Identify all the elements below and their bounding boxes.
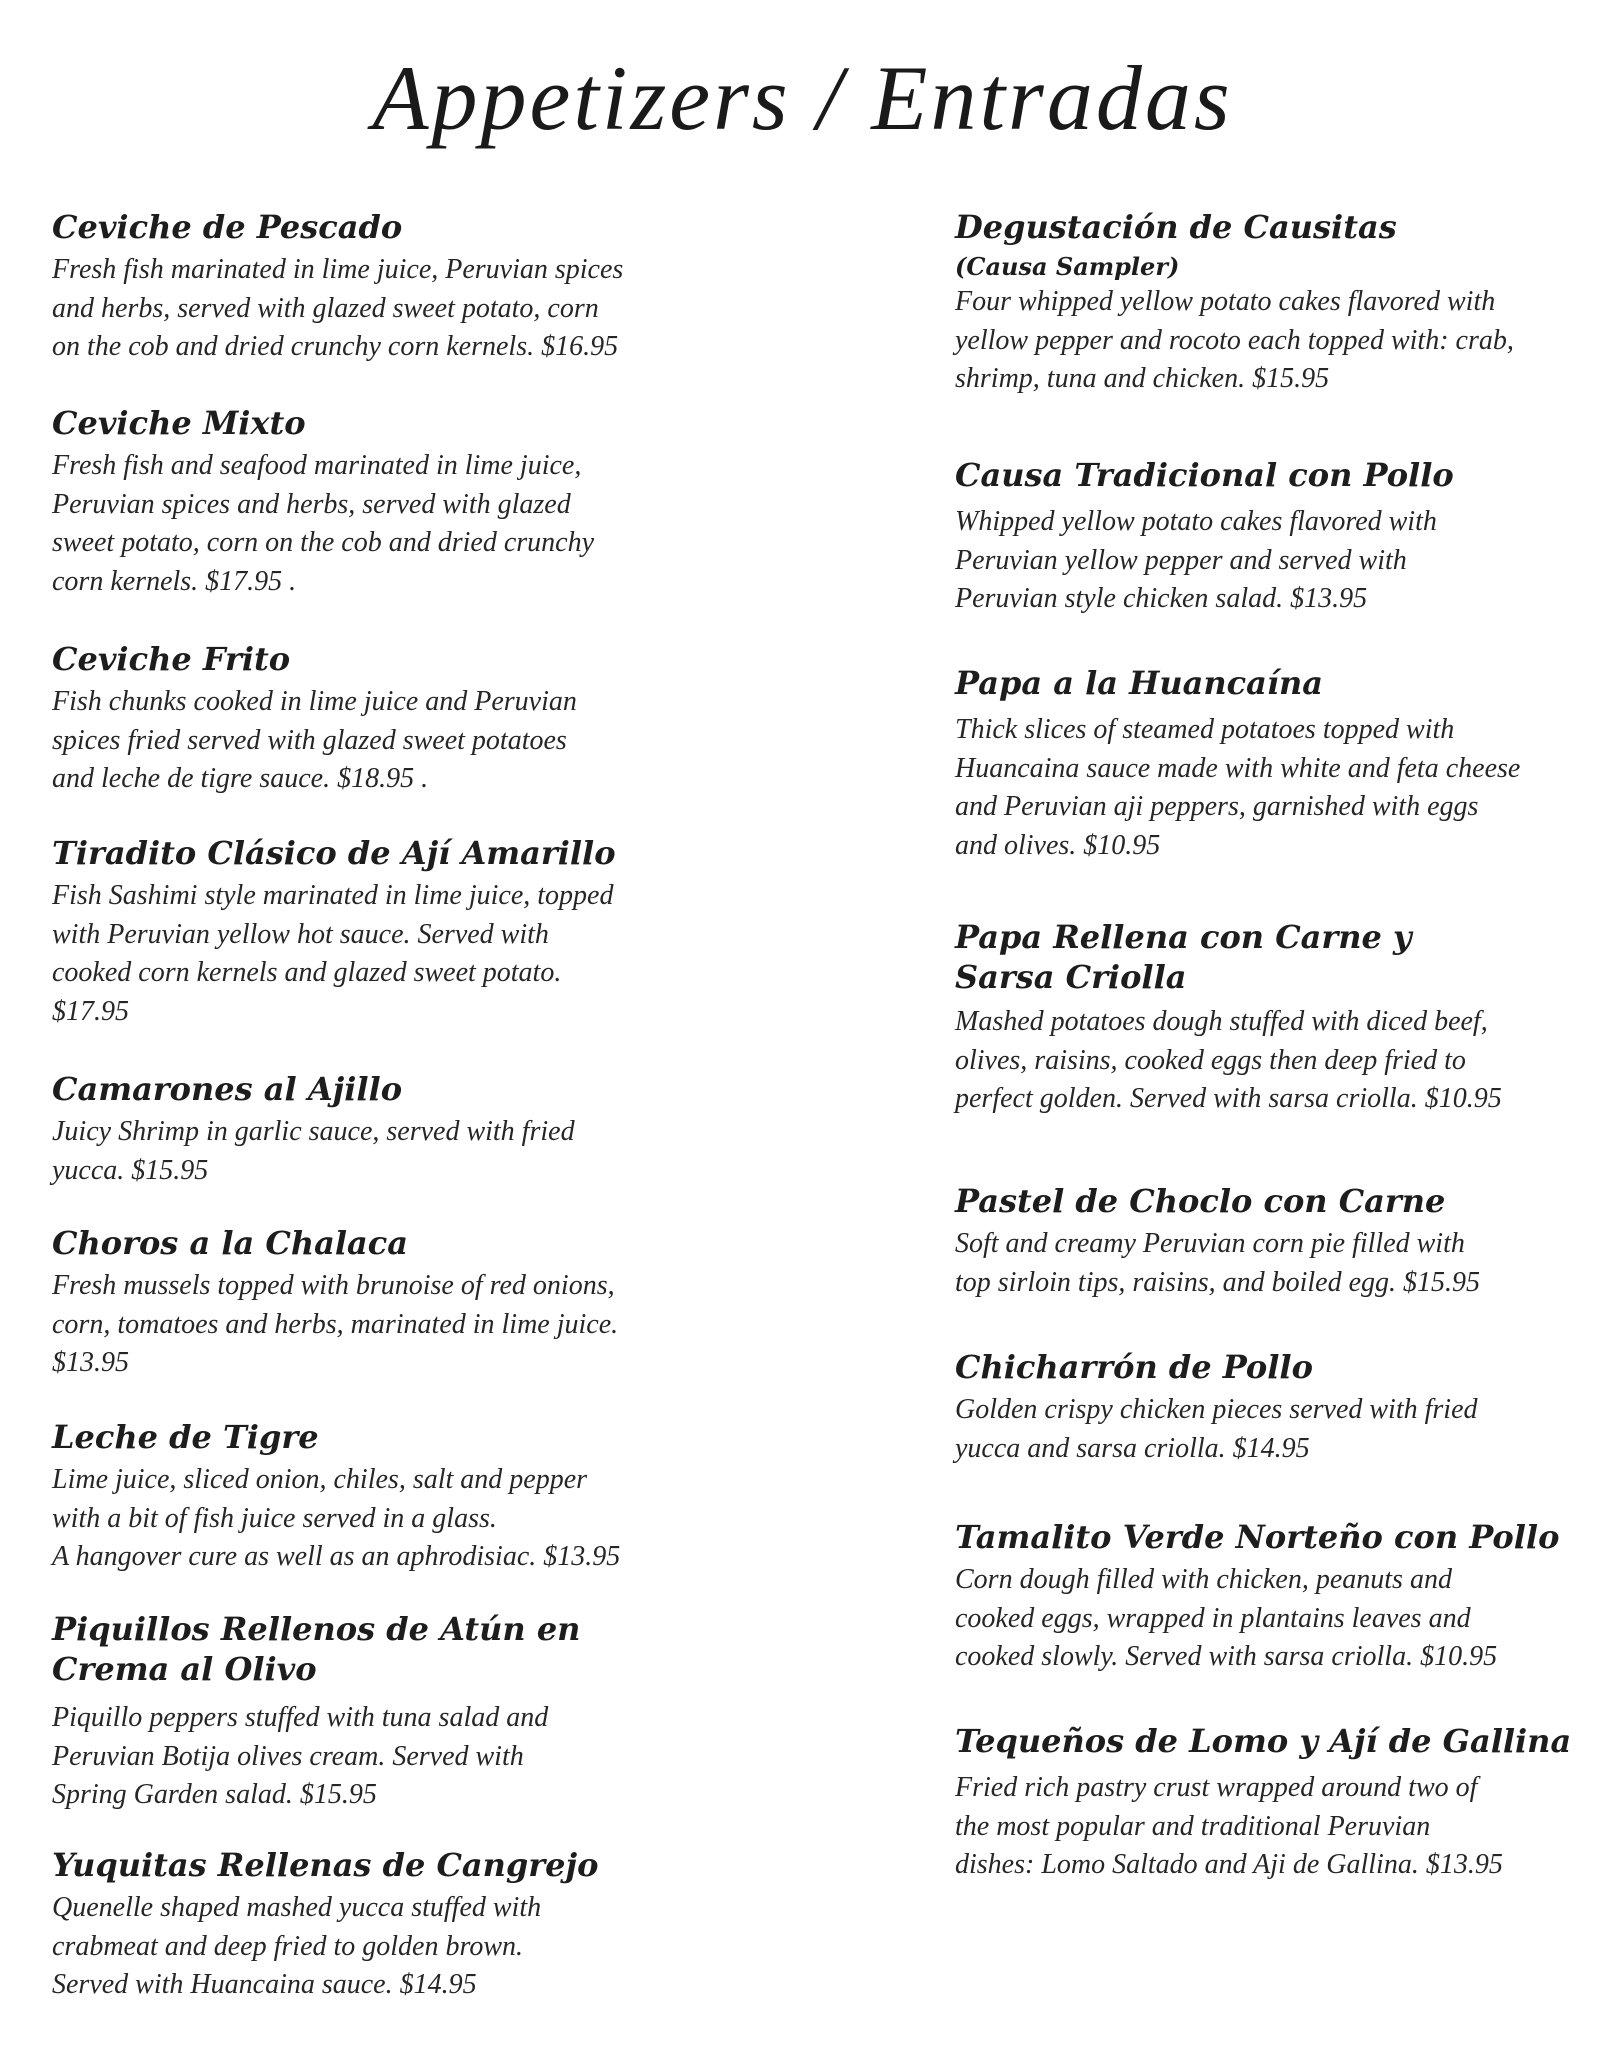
menu-item	[52, 639, 732, 799]
item-name: Crema al Olivo	[52, 1650, 317, 1688]
page-title: Appetizers / Entradas	[372, 47, 1233, 149]
desc-line: Four whipped yellow potato cakes flavored with	[955, 286, 1496, 317]
desc-line: and herbs, served with glazed sweet potato, corn	[52, 292, 599, 324]
desc-line: on the cob and dried crunchy corn kernels. $16.95	[52, 331, 619, 362]
desc-line: Fried rich pastry crust wrapped around two of	[955, 1772, 1478, 1803]
desc-line: $13.95	[52, 1347, 129, 1378]
desc-line: top sirloin tips, raisins, and boiled egg. $15.95	[955, 1266, 1481, 1298]
desc-line: cooked corn kernels and glazed sweet potato.	[52, 957, 562, 988]
menu-item	[955, 1181, 1575, 1302]
desc-line: olives, raisins, cooked eggs then deep fried to	[955, 1044, 1466, 1076]
item-description	[955, 1003, 1575, 1119]
desc-line: Mashed potatoes dough stuffed with diced beef,	[955, 1006, 1488, 1037]
item-name: Ceviche de Pescado	[52, 208, 403, 246]
menu-item	[52, 1069, 732, 1190]
desc-line: Corn dough filled with chicken, peanuts and	[955, 1564, 1452, 1595]
menu-item	[52, 833, 732, 1031]
desc-line: dishes: Lomo Saltado and Aji de Gallina. $13.95	[955, 1849, 1503, 1880]
item-name: Tequeños de Lomo y Ají de Gallina	[955, 1722, 1572, 1760]
desc-line: Fish Sashimi style marinated in lime juice, topped	[52, 880, 614, 911]
item-name: Camarones al Ajillo	[52, 1070, 403, 1108]
desc-line: crabmeat and deep fried to golden brown.	[52, 1930, 524, 1962]
desc-line: and Peruvian aji peppers, garnished with eggs	[955, 791, 1479, 822]
menu-item	[955, 917, 1575, 1119]
item-name: Tiradito Clásico de Ají Amarillo	[52, 834, 616, 872]
desc-line: $17.95	[52, 995, 129, 1027]
desc-line: Peruvian yellow pepper and served with	[955, 544, 1407, 576]
item-description	[955, 1561, 1575, 1677]
menu-item	[955, 1721, 1575, 1885]
item-name: Ceviche Mixto	[52, 404, 306, 442]
item-name: Papa a la Huancaína	[955, 664, 1323, 702]
desc-line: spices fried served with glazed sweet potatoes	[52, 724, 567, 756]
item-name: Yuquitas Rellenas de Cangrejo	[52, 1846, 599, 1884]
desc-line: the most popular and traditional Peruvian	[955, 1810, 1431, 1842]
menu-item	[955, 663, 1575, 865]
item-name: Pastel de Choclo con Carne	[955, 1182, 1446, 1220]
desc-line: Fish chunks cooked in lime juice and Peruvian	[52, 686, 577, 717]
desc-line: with Peruvian yellow hot sauce. Served with	[52, 918, 549, 950]
desc-line: Soft and creamy Peruvian corn pie filled with	[955, 1228, 1465, 1259]
item-description	[955, 1391, 1575, 1468]
item-description	[52, 1889, 732, 2005]
desc-line: Fresh mussels topped with brunoise of red onions,	[52, 1270, 615, 1301]
desc-line: Peruvian style chicken salad. $13.95	[955, 583, 1368, 614]
item-description	[52, 877, 732, 1031]
item-description	[52, 1267, 732, 1383]
desc-line: yucca. $15.95	[52, 1154, 209, 1186]
desc-line: Golden crispy chicken pieces served with fried	[955, 1394, 1478, 1425]
desc-line: Peruvian spices and herbs, served with glazed	[52, 488, 571, 520]
item-description	[52, 1461, 732, 1577]
desc-line: sweet potato, corn on the cob and dried crunchy	[52, 527, 595, 558]
menu-item	[955, 455, 1575, 619]
desc-line: shrimp, tuna and chicken. $15.95	[955, 363, 1330, 394]
desc-line: Peruvian Botija olives cream. Served with	[52, 1740, 524, 1772]
desc-line: and olives. $10.95	[955, 829, 1161, 861]
desc-line: cooked slowly. Served with sarsa criolla. $10.95	[955, 1641, 1498, 1672]
desc-line: cooked eggs, wrapped in plantains leaves and	[955, 1602, 1471, 1634]
item-name: Ceviche Frito	[52, 640, 291, 678]
menu-item	[52, 1223, 732, 1383]
item-description	[955, 503, 1575, 619]
desc-line: yellow pepper and rocoto each topped with: crab,	[955, 324, 1514, 356]
menu-item	[52, 1609, 732, 1815]
item-description	[52, 1113, 732, 1190]
item-description	[955, 1769, 1575, 1885]
menu-item	[955, 1347, 1575, 1468]
desc-line: Fresh fish marinated in lime juice, Peruvian spices	[52, 254, 624, 285]
desc-line: yucca and sarsa criolla. $14.95	[955, 1432, 1310, 1464]
item-name: Degustación de Causitas	[955, 208, 1397, 246]
desc-line: Served with Huancaina sauce. $14.95	[52, 1969, 477, 2000]
menu-item	[52, 1845, 732, 2005]
item-name: Piquillos Rellenos de Atún en	[52, 1610, 581, 1648]
desc-line: corn, tomatoes and herbs, marinated in lime juice.	[52, 1308, 619, 1340]
desc-line: Fresh fish and seafood marinated in lime juice,	[52, 450, 582, 481]
item-subtitle: (Causa Sampler)	[955, 252, 1180, 281]
desc-line: Lime juice, sliced onion, chiles, salt and pepper	[52, 1464, 588, 1495]
desc-line: Juicy Shrimp in garlic sauce, served with fried	[52, 1116, 575, 1147]
menu-item	[52, 1417, 732, 1577]
desc-line: Huancaina sauce made with white and feta cheese	[955, 752, 1521, 784]
item-name: Chicharrón de Pollo	[955, 1348, 1313, 1386]
item-description	[52, 447, 732, 601]
menu-item	[52, 207, 732, 367]
desc-line: Spring Garden salad. $15.95	[52, 1779, 377, 1810]
item-description	[955, 711, 1575, 865]
menu-item	[955, 1517, 1575, 1677]
menu-item	[52, 403, 732, 601]
item-name: Papa Rellena con Carne y	[955, 918, 1412, 956]
item-description	[955, 1225, 1575, 1302]
item-name: Tamalito Verde Norteño con Pollo	[955, 1518, 1560, 1556]
item-name: Choros a la Chalaca	[52, 1224, 408, 1262]
menu-item	[955, 207, 1575, 399]
desc-line: Quenelle shaped mashed yucca stuffed with	[52, 1892, 542, 1923]
item-name: Leche de Tigre	[52, 1418, 319, 1456]
desc-line: A hangover cure as well as an aphrodisiac. $13.95	[52, 1541, 621, 1572]
item-name: Sarsa Criolla	[955, 958, 1187, 996]
desc-line: Thick slices of steamed potatoes topped with	[955, 714, 1455, 745]
desc-line: Whipped yellow potato cakes flavored with	[955, 506, 1437, 537]
desc-line: Piquillo peppers stuffed with tuna salad and	[52, 1702, 549, 1733]
desc-line: with a bit of fish juice served in a glass.	[52, 1502, 497, 1534]
item-description	[955, 283, 1575, 399]
desc-line: and leche de tigre sauce. $18.95 .	[52, 763, 429, 794]
desc-line: corn kernels. $17.95 .	[52, 565, 297, 597]
item-description	[52, 683, 732, 799]
item-description	[52, 251, 732, 367]
item-name: Causa Tradicional con Pollo	[955, 456, 1454, 494]
item-description	[52, 1699, 732, 1815]
desc-line: perfect golden. Served with sarsa criolla. $10.95	[955, 1083, 1502, 1114]
